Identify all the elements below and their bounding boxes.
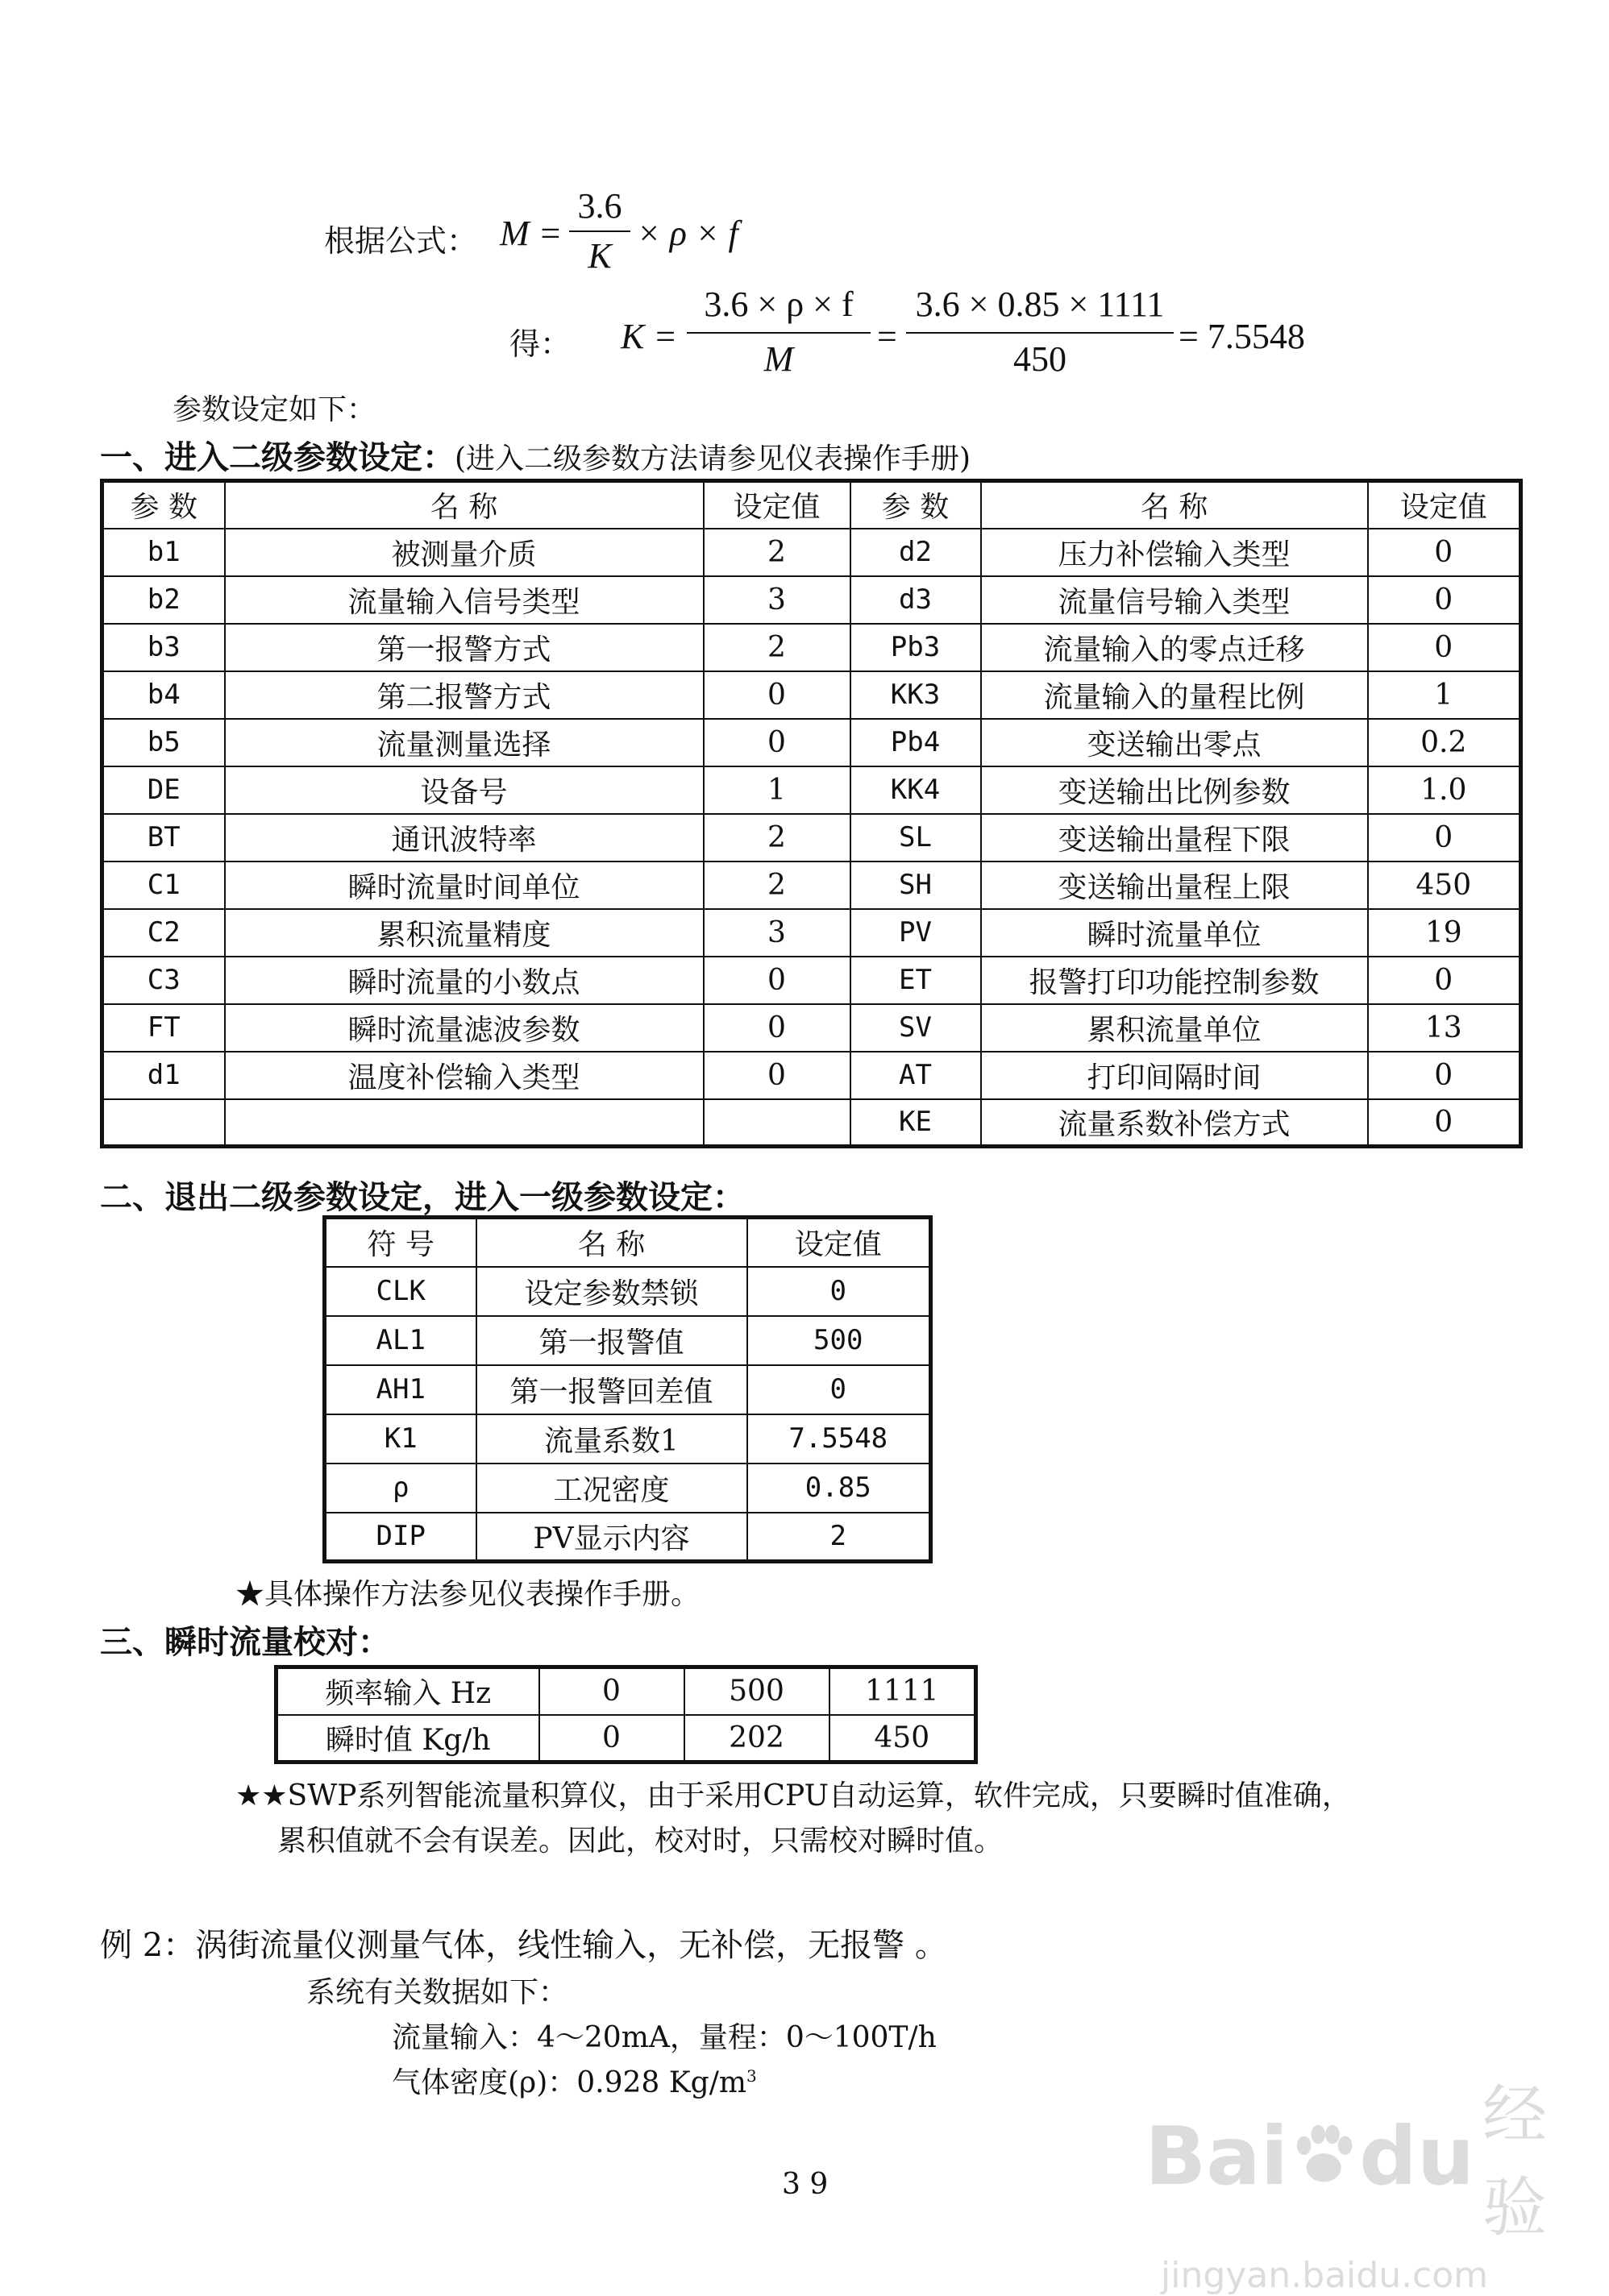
table-cell: SV (850, 1004, 981, 1052)
paw-icon (1288, 2120, 1359, 2192)
table-cell: 0 (1368, 529, 1521, 576)
fraction-bar (569, 230, 630, 232)
table-cell: AT (850, 1052, 981, 1099)
watermark-brand: Bai (1145, 2108, 1288, 2203)
param-row (325, 1365, 931, 1414)
example2-line2-wrap (392, 2060, 757, 2101)
formula-k-result: = 7.5548 (1179, 317, 1305, 356)
table-cell: BT (102, 814, 225, 862)
example2-line1: 流量输入：4～20mA，量程：0～100T/h (392, 2021, 937, 2054)
watermark-brand2: du (1359, 2108, 1475, 2203)
section2-note: ★具体操作方法参见仪表操作手册。 (235, 1578, 701, 1611)
table-header-row (325, 1218, 931, 1267)
table-cell: Pb4 (850, 719, 981, 766)
table-cell: DE (102, 766, 225, 814)
param-row (102, 766, 1521, 814)
table-header-cell: 符 号 (325, 1218, 476, 1267)
table-cell: SH (850, 862, 981, 909)
example2-sub: 系统有关数据如下： (306, 1976, 568, 2009)
table-cell (704, 1099, 850, 1147)
table-cell: Pb3 (850, 624, 981, 671)
table-cell: 2 (704, 862, 850, 909)
table-cell: 450 (1368, 862, 1521, 909)
table-cell: 流量系数1 (476, 1414, 747, 1464)
table-cell: 19 (1368, 909, 1521, 957)
formula-m-rest: × ρ × f (637, 214, 738, 253)
watermark-cn: 经验 (1482, 2078, 1548, 2245)
table-cell: C2 (102, 909, 225, 957)
table-cell (225, 1099, 704, 1147)
table-cell: 累积流量单位 (981, 1004, 1368, 1052)
table-cell (102, 1099, 225, 1147)
formula-k-lhs: K = (621, 317, 678, 356)
table-cell: 瞬时流量单位 (981, 909, 1368, 957)
table-cell: 3 (704, 576, 850, 624)
table-cell: 2 (747, 1513, 931, 1562)
level2-params-body (102, 481, 1521, 1147)
table-cell: 流量信号输入类型 (981, 576, 1368, 624)
section2-title: 二、退出二级参数设定，进入一级参数设定： (100, 1178, 745, 1216)
param-row (102, 1052, 1521, 1099)
table-cell: 7.5548 (747, 1414, 931, 1464)
table-cell: 频率输入 Hz (276, 1667, 539, 1715)
table-cell: 设备号 (225, 766, 704, 814)
section1-note: (进入二级参数方法请参见仪表操作手册) (455, 442, 971, 475)
example2-line2: 气体密度(ρ)：0.928 Kg/m (392, 2066, 746, 2099)
formula-k-eq: = (877, 317, 897, 356)
table-cell: 1.0 (1368, 766, 1521, 814)
baidu-watermark (1145, 2063, 1609, 2296)
formula-lead: 根据公式： (324, 223, 478, 259)
table-cell: d2 (850, 529, 981, 576)
table-cell: 0 (539, 1667, 684, 1715)
param-row (102, 862, 1521, 909)
param-row (325, 1267, 931, 1316)
section3-title: 三、瞬时流量校对： (100, 1623, 390, 1661)
table-cell: b2 (102, 576, 225, 624)
param-row (325, 1464, 931, 1513)
table-cell: 0 (1368, 814, 1521, 862)
table-cell: KK3 (850, 671, 981, 719)
param-row (325, 1414, 931, 1464)
formula-k-den1: M (763, 339, 794, 379)
formula-k-den2: 450 (1013, 339, 1066, 379)
intro-text: 参数设定如下： (173, 393, 376, 426)
table-cell: 被测量介质 (225, 529, 704, 576)
example2-title: 例 2：涡街流量仪测量气体，线性输入，无补偿，无报警 。 (100, 1927, 947, 1964)
formula-m-den: K (588, 236, 612, 276)
example2-line2-sup: 3 (746, 2066, 757, 2086)
table-cell: 流量输入的量程比例 (981, 671, 1368, 719)
table-cell: 变送输出零点 (981, 719, 1368, 766)
param-row (102, 957, 1521, 1004)
param-row (325, 1316, 931, 1365)
table-cell: AH1 (325, 1365, 476, 1414)
table-cell: 202 (684, 1715, 829, 1762)
table-cell: 0 (1368, 576, 1521, 624)
table-cell: 流量输入的零点迁移 (981, 624, 1368, 671)
table-header-cell: 设定值 (1368, 481, 1521, 529)
table-cell: SL (850, 814, 981, 862)
formula-k-num2: 3.6 × 0.85 × 1111 (915, 284, 1165, 324)
table-cell: 第一报警方式 (225, 624, 704, 671)
table-header-cell: 名 称 (225, 481, 704, 529)
param-row (102, 529, 1521, 576)
level1-params-table (322, 1215, 933, 1563)
table-cell: 0.2 (1368, 719, 1521, 766)
param-row (102, 909, 1521, 957)
table-cell: 压力补偿输入类型 (981, 529, 1368, 576)
table-cell: CLK (325, 1267, 476, 1316)
table-cell: ET (850, 957, 981, 1004)
section3-note-line1: ★★SWP系列智能流量积算仪，由于采用CPU自动运算，软件完成，只要瞬时值准确， (235, 1779, 1351, 1812)
table-cell: PV显示内容 (476, 1513, 747, 1562)
table-cell: 瞬时值 Kg/h (276, 1715, 539, 1762)
table-cell: 0 (747, 1267, 931, 1316)
table-cell: 变送输出量程上限 (981, 862, 1368, 909)
table-cell: 打印间隔时间 (981, 1052, 1368, 1099)
param-row (102, 671, 1521, 719)
table-cell: 流量测量选择 (225, 719, 704, 766)
param-row (102, 1004, 1521, 1052)
table-cell: 0 (1368, 957, 1521, 1004)
table-cell: 第一报警值 (476, 1316, 747, 1365)
fraction-bar (906, 332, 1174, 334)
table-cell: 累积流量精度 (225, 909, 704, 957)
table-cell: b4 (102, 671, 225, 719)
flow-check-table (274, 1665, 978, 1764)
table-cell: 0 (1368, 1099, 1521, 1147)
table-header-cell: 名 称 (476, 1218, 747, 1267)
table-cell: 报警打印功能控制参数 (981, 957, 1368, 1004)
table-cell: ρ (325, 1464, 476, 1513)
table-cell: 温度补偿输入类型 (225, 1052, 704, 1099)
table-cell: 0 (1368, 624, 1521, 671)
table-cell: 0 (1368, 1052, 1521, 1099)
table-cell: 0 (539, 1715, 684, 1762)
table-cell: PV (850, 909, 981, 957)
page-number: 3 9 (782, 2168, 829, 2201)
table-cell: 0.85 (747, 1464, 931, 1513)
table-cell: 500 (684, 1667, 829, 1715)
table-cell: FT (102, 1004, 225, 1052)
table-header-cell: 参 数 (850, 481, 981, 529)
fraction-bar (687, 332, 871, 334)
table-cell: d1 (102, 1052, 225, 1099)
section1-heading (100, 432, 971, 478)
table-cell: b1 (102, 529, 225, 576)
level1-params-body (325, 1218, 931, 1562)
table-cell: C3 (102, 957, 225, 1004)
table-cell: 0 (704, 719, 850, 766)
param-row (325, 1513, 931, 1562)
level2-params-table (100, 479, 1523, 1148)
table-cell: 变送输出量程下限 (981, 814, 1368, 862)
table-cell: 设定参数禁锁 (476, 1267, 747, 1316)
table-header-cell: 名 称 (981, 481, 1368, 529)
table-cell: b5 (102, 719, 225, 766)
table-cell: 变送输出比例参数 (981, 766, 1368, 814)
table-cell: 0 (704, 671, 850, 719)
formula-k-num1: 3.6 × ρ × f (704, 284, 854, 324)
table-cell: 瞬时流量时间单位 (225, 862, 704, 909)
table-cell: C1 (102, 862, 225, 909)
table-cell: K1 (325, 1414, 476, 1464)
table-cell: 3 (704, 909, 850, 957)
table-header-cell: 设定值 (747, 1218, 931, 1267)
table-cell: 第二报警方式 (225, 671, 704, 719)
section1-title: 一、进入二级参数设定： (100, 438, 455, 476)
table-cell: 0 (704, 1052, 850, 1099)
table-cell: 流量系数补偿方式 (981, 1099, 1368, 1147)
param-row (102, 1099, 1521, 1147)
table-cell: DIP (325, 1513, 476, 1562)
watermark-url: jingyan.baidu.com (1161, 2255, 1489, 2296)
table-cell: 1111 (829, 1667, 976, 1715)
table-cell: 瞬时流量的小数点 (225, 957, 704, 1004)
table-header-cell: 设定值 (704, 481, 850, 529)
table-cell: 第一报警回差值 (476, 1365, 747, 1414)
formula-m-lhs: M = (500, 214, 563, 253)
param-row (102, 719, 1521, 766)
table-cell: 13 (1368, 1004, 1521, 1052)
table-cell: 0 (704, 957, 850, 1004)
table-cell: 450 (829, 1715, 976, 1762)
table-cell: d3 (850, 576, 981, 624)
table-cell: 流量输入信号类型 (225, 576, 704, 624)
param-row (102, 624, 1521, 671)
param-row (102, 814, 1521, 862)
table-cell: 通讯波特率 (225, 814, 704, 862)
formula-m-num: 3.6 (577, 186, 622, 226)
table-cell: 工况密度 (476, 1464, 747, 1513)
table-cell: KE (850, 1099, 981, 1147)
formula-get-label: 得： (509, 326, 572, 362)
table-cell: 0 (747, 1365, 931, 1414)
table-cell: 0 (704, 1004, 850, 1052)
table-cell: 500 (747, 1316, 931, 1365)
table-cell: 2 (704, 624, 850, 671)
table-cell: 2 (704, 814, 850, 862)
table-cell: 1 (704, 766, 850, 814)
table-header-cell: 参 数 (102, 481, 225, 529)
table-cell: b3 (102, 624, 225, 671)
table-cell: 2 (704, 529, 850, 576)
table-cell: KK4 (850, 766, 981, 814)
table-cell: 瞬时流量滤波参数 (225, 1004, 704, 1052)
table-cell: 1 (1368, 671, 1521, 719)
table-cell: AL1 (325, 1316, 476, 1365)
check-row (276, 1715, 976, 1762)
table-header-row (102, 481, 1521, 529)
flow-check-body (276, 1667, 976, 1762)
param-row (102, 576, 1521, 624)
section3-note-line2: 累积值就不会有误差。因此，校对时，只需校对瞬时值。 (277, 1825, 1004, 1858)
check-row (276, 1667, 976, 1715)
